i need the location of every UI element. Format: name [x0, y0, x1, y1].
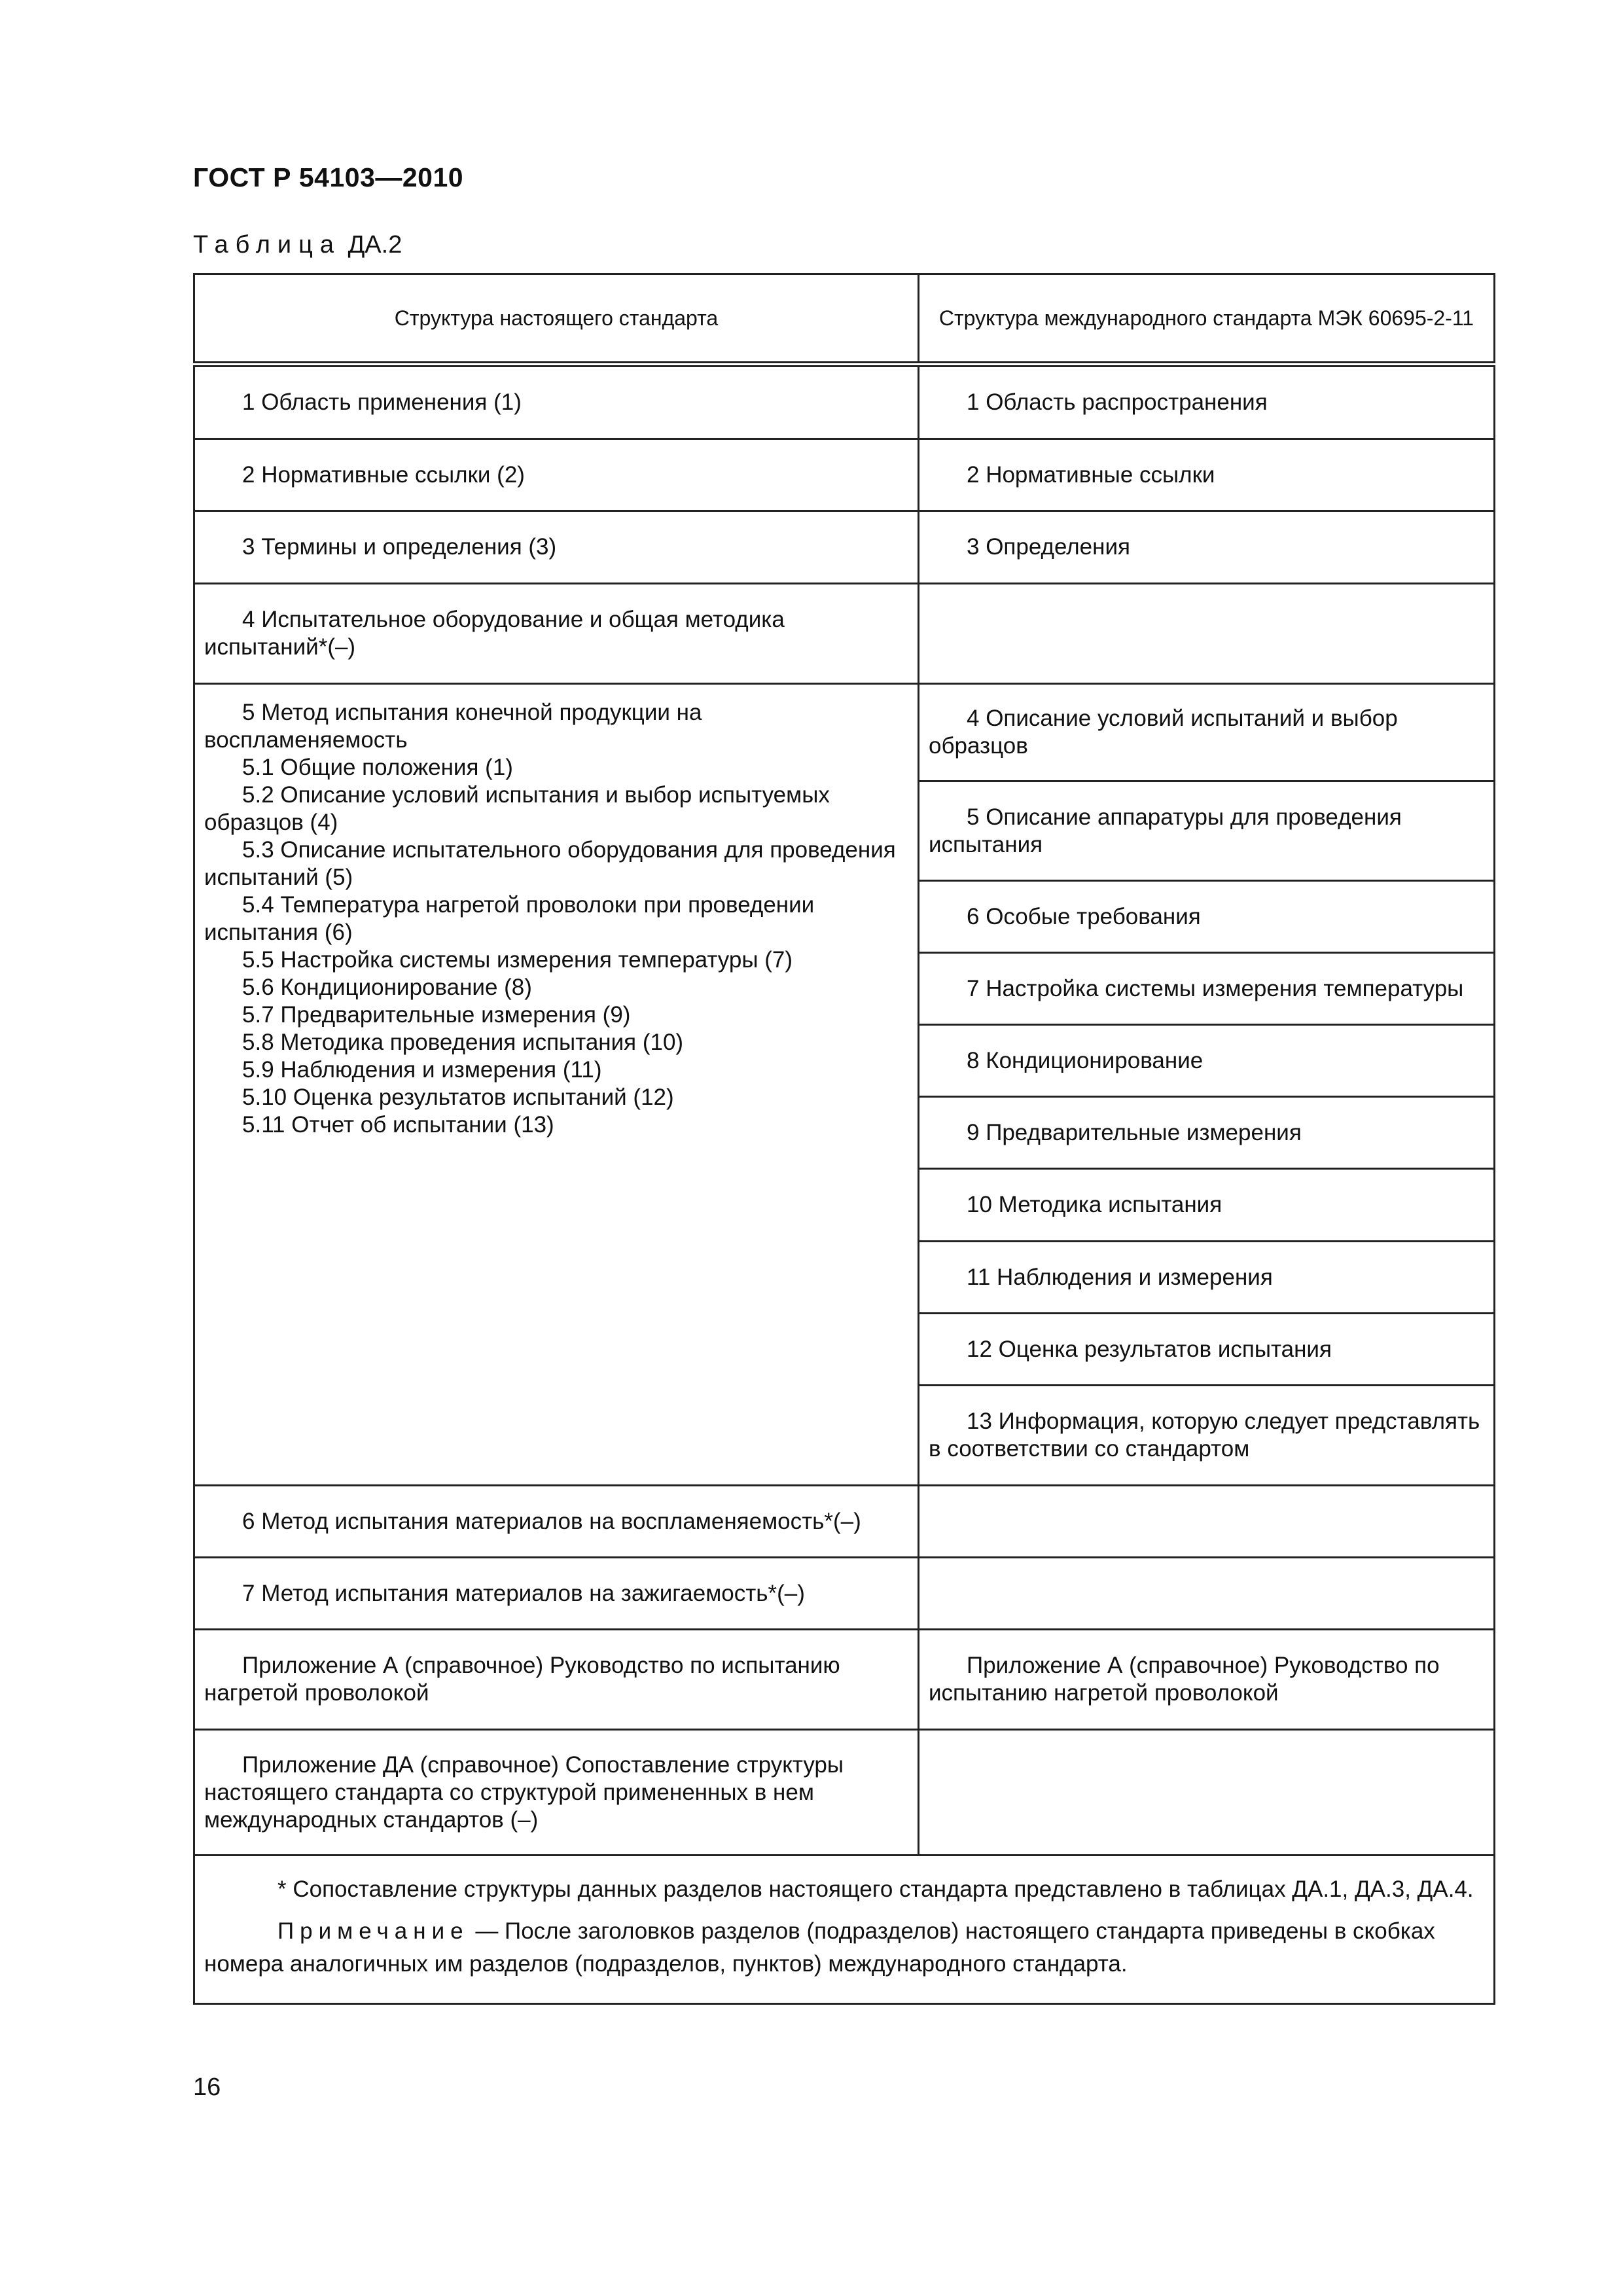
table-cell-left: Приложение А (справочное) Руководство по испытанию нагретой проволокой: [194, 1630, 919, 1730]
table-cell-right-empty: [919, 1558, 1495, 1630]
table-cell-left: 6 Метод испытания материалов на воспламеняемость*(–): [194, 1486, 919, 1558]
table-cell-right: 4 Описание условий испытаний и выбор образцов: [919, 684, 1495, 781]
section5-line: 5.7 Предварительные измерения (9): [242, 1002, 631, 1028]
page-number: 16: [193, 2073, 221, 2101]
table-cell-right-empty: [919, 584, 1495, 684]
table-row-appendix-a: [194, 1630, 1495, 1730]
column-header-this-standard: Структура настоящего стандарта: [194, 274, 919, 365]
table-caption-word: Таблица: [193, 231, 341, 259]
table-header-row: [194, 274, 1495, 365]
table-cell-right: 9 Предварительные измерения: [919, 1097, 1495, 1169]
table-row: [194, 439, 1495, 511]
section5-line: 5.8 Методика проведения испытания (10): [242, 1030, 684, 1055]
note-label: Примечание: [277, 1918, 469, 1944]
table-row: [194, 511, 1495, 584]
table-row: [194, 1486, 1495, 1558]
document-code: ГОСТ Р 54103—2010: [193, 162, 464, 192]
table-cell-left: Приложение ДА (справочное) Сопоставление структуры настоящего стандарта со структурой примененных в нем международных стандартов (–): [194, 1730, 919, 1856]
section5-line: 5.1 Общие положения (1): [242, 755, 513, 780]
table-cell-right: 5 Описание аппаратуры для проведения испытания: [919, 781, 1495, 881]
section5-line: 5.11 Отчет об испытании (13): [242, 1112, 554, 1138]
table-cell-right: 3 Определения: [919, 511, 1495, 584]
table-cell-right: 1 Область распространения: [919, 365, 1495, 439]
note-text: — После заголовков разделов (подразделов) настоящего стандарта приведены в скобках номера аналогичных им разделов (подразделов, пунктов) международного стандарта.: [204, 1918, 1435, 1977]
table-cell-right: 2 Нормативные ссылки: [919, 439, 1495, 511]
table-cell-right-empty: [919, 1486, 1495, 1558]
section5-line: 5 Метод испытания конечной продукции на воспламеняемость: [204, 700, 702, 753]
table-cell-right: 7 Настройка системы измерения температуры: [919, 953, 1495, 1025]
table-caption: [193, 231, 402, 259]
section5-line: 5.6 Кондиционирование (8): [242, 975, 532, 1000]
table-cell-right: 12 Оценка результатов испытания: [919, 1314, 1495, 1386]
column-header-international-standard: Структура международного стандарта МЭК 60695-2-11: [919, 274, 1495, 365]
table-cell-left: 4 Испытательное оборудование и общая методика испытаний*(–): [194, 584, 919, 684]
section5-left-cell: [194, 684, 919, 1486]
table-notes-row: [194, 1856, 1495, 2004]
section5-line: 5.3 Описание испытательного оборудования для проведения испытаний (5): [204, 837, 896, 890]
table-row: [194, 365, 1495, 439]
table-cell-right: 13 Информация, которую следует представлять в соответствии со стандартом: [919, 1386, 1495, 1486]
table-note: [204, 1915, 1484, 1981]
section5-line: 5.4 Температура нагретой проволоки при проведении испытания (6): [204, 892, 815, 945]
table-row-section5: [194, 684, 1495, 781]
table-notes-cell: [194, 1856, 1495, 2004]
structure-comparison-table: [193, 273, 1495, 2005]
section5-line: 5.5 Настройка системы измерения температуры (7): [242, 947, 793, 973]
table-row: [194, 1558, 1495, 1630]
table-cell-left: 7 Метод испытания материалов на зажигаемость*(–): [194, 1558, 919, 1630]
table-cell-right: 6 Особые требования: [919, 881, 1495, 953]
table-cell-left: 3 Термины и определения (3): [194, 511, 919, 584]
table-cell-right-empty: [919, 1730, 1495, 1856]
table-cell-right: Приложение А (справочное) Руководство по испытанию нагретой проволокой: [919, 1630, 1495, 1730]
table-footnote: * Сопоставление структуры данных разделов настоящего стандарта представлено в таблицах ДА.1, ДА.3, ДА.4.: [277, 1876, 1474, 1902]
table-caption-number: ДА.2: [348, 231, 402, 259]
table-cell-left: 2 Нормативные ссылки (2): [194, 439, 919, 511]
section5-line: 5.10 Оценка результатов испытаний (12): [242, 1085, 674, 1110]
table-cell-left: 1 Область применения (1): [194, 365, 919, 439]
table-row-appendix-da: [194, 1730, 1495, 1856]
table-cell-right: 11 Наблюдения и измерения: [919, 1242, 1495, 1314]
section5-line: 5.2 Описание условий испытания и выбор испытуемых образцов (4): [204, 782, 830, 835]
table-row: [194, 584, 1495, 684]
table-cell-right: 8 Кондиционирование: [919, 1025, 1495, 1097]
table-cell-right: 10 Методика испытания: [919, 1169, 1495, 1242]
section5-line: 5.9 Наблюдения и измерения (11): [242, 1057, 602, 1083]
